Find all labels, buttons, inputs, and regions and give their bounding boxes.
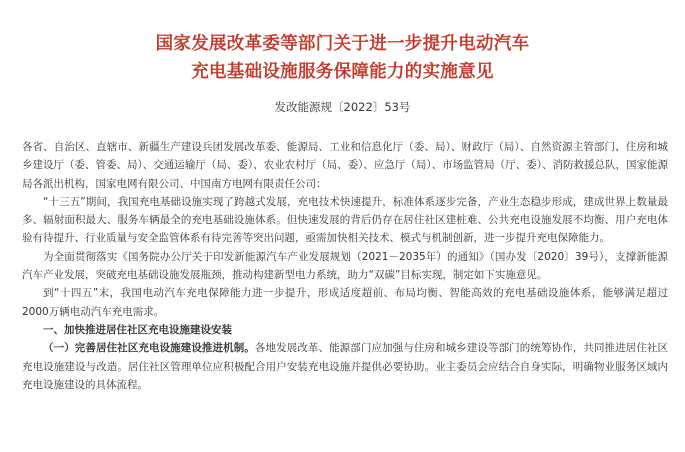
document-number: 发改能源规〔2022〕53号 [274, 100, 411, 114]
subsection-1-text: 各地发展改革、能源部门应加强与住房和城乡建设等部门的统筹协作，共同推进居住社区充电设施建设与改造。居住社区管理单位应积极配合用户安装充电设施并提供必要协助。业主委员会应结合自身实际，明确物业服务区域内充电设施建设的具体流程。 [22, 342, 669, 391]
document-title-line1: 国家发展改革委等部门关于进一步提升电动汽车 [155, 34, 530, 54]
subsection-1-label: （一）完善居住社区充电设施建设推进机制。 [43, 342, 255, 355]
addressees-paragraph: 各省、自治区、直辖市、新疆生产建设兵团发展改革委、能源局、工业和信息化厅（委、局）、财政厅（局）、自然资源主管部门、住房和城乡建设厅（委、管委、局）、交通运输厅（局、委）、农业农村厅（局、委）、应急厅（局）、市场监管局（厅、委）、消防救援总队，国家能源局各派出机构，国家电网有限公司、中国南方电网有限责任公司： [22, 141, 668, 190]
background-paragraph: “十三五”期间，我国充电基础设施实现了跨越式发展，充电技术快速提升，标准体系逐步完备，产业生态稳步形成，建成世界上数量最多、辐射面积最大、服务车辆最全的充电基础设施体系。但快速发展的背后仍存在居住社区建桩难、公共充电设施发展不均衡、用户充电体验有待提升、行业质量与安全监管体系有待完善等突出问题，亟需加快相关技术、模式与机制创新，进一步提升充电保障能力。 [22, 195, 668, 245]
section-heading-1: 一、加快推进居住社区充电设施建设安装 [43, 323, 232, 336]
document-body [22, 138, 668, 394]
purpose-paragraph: 为全面贯彻落实《国务院办公厅关于印发新能源汽车产业发展规划（2021－2035年）的通知》（国办发〔2020〕39号），支撑新能源汽车产业发展，突破充电基础设施发展瓶颈，推动构建新型电力系统，助力“双碳”目标实现，制定如下实施意见。 [22, 250, 668, 282]
subsection-1-paragraph [22, 339, 668, 394]
goal-paragraph: 到“十四五”末，我国电动汽车充电保障能力进一步提升，形成适度超前、布局均衡、智能高效的充电基础设施体系，能够满足超过2000万辆电动汽车充电需求。 [22, 287, 668, 318]
document-title-line2: 充电基础设施服务保障能力的实施意见 [191, 62, 494, 82]
